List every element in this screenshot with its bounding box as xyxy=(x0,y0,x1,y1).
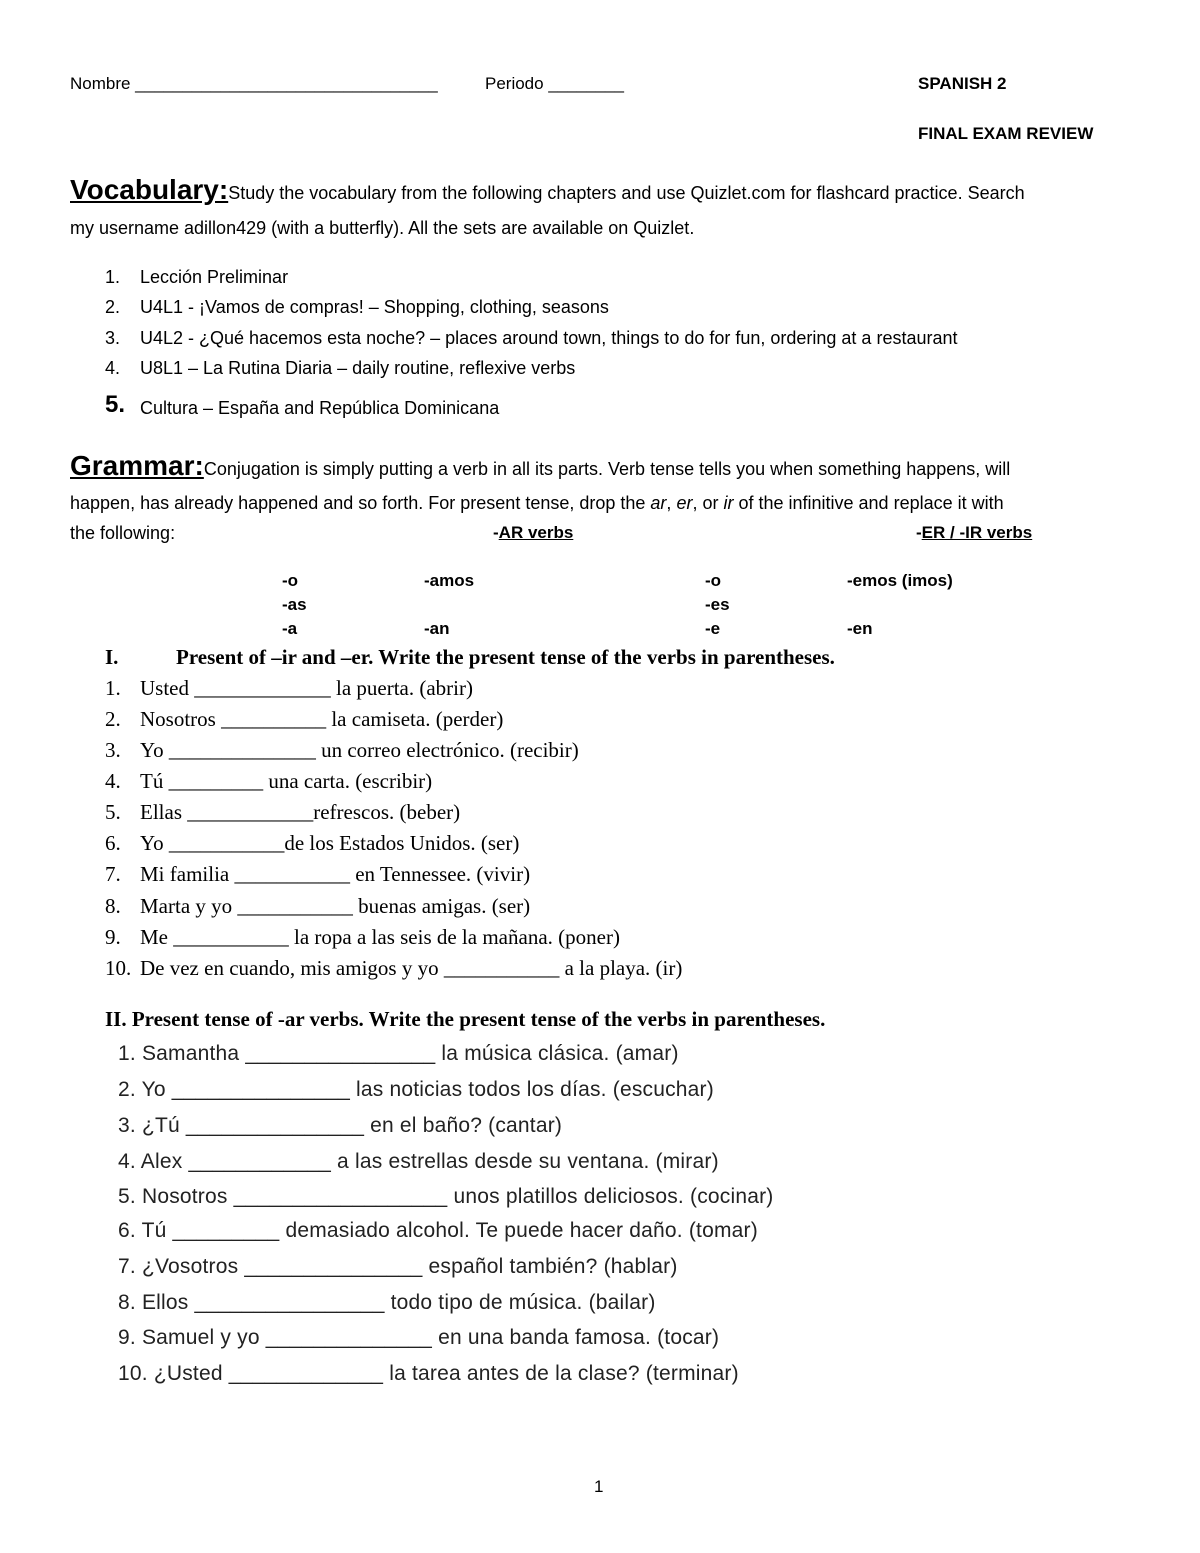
grammar-intro-line3: the following: xyxy=(70,523,176,543)
exercise2-item: 1. Samantha ________________ la música clásica. (amar) xyxy=(118,1042,679,1065)
exercise1-item: 1. Usted _____________ la puerta. (abrir) xyxy=(105,676,473,700)
vocab-list-item: 3. U4L2 - ¿Qué hacemos esta noche? – places around town, things to do for fun, ordering at a restaurant xyxy=(105,328,958,348)
exercise1-item: 5. Ellas ____________refrescos. (beber) xyxy=(105,800,461,824)
vocab-list-item: 2. U4L1 - ¡Vamos de compras! – Shopping, clothing, seasons xyxy=(105,297,609,317)
vocabulary-heading: Vocabulary: xyxy=(70,174,229,205)
ending-er-yo: -o xyxy=(705,571,722,590)
exercise1-item: 8. Marta y yo ___________ buenas amigas. (ser) xyxy=(105,894,531,918)
exercise2-item: 6. Tú _________ demasiado alcohol. Te puede hacer daño. (tomar) xyxy=(118,1219,758,1242)
ending-ar-ellos: -an xyxy=(424,619,450,638)
exercise2-item: 8. Ellos ________________ todo tipo de música. (bailar) xyxy=(118,1291,656,1314)
exercise1-item: 10. De vez en cuando, mis amigos y yo ___________ a la playa. (ir) xyxy=(105,956,683,980)
exercise1-item: 2. Nosotros __________ la camiseta. (perder) xyxy=(105,707,504,731)
ending-er-ellos: -en xyxy=(847,619,873,638)
exercise2-item: 3. ¿Tú _______________ en el baño? (cantar) xyxy=(118,1114,563,1137)
exam-subtitle: FINAL EXAM REVIEW xyxy=(918,124,1094,143)
ending-ar-nosotros: -amos xyxy=(424,571,475,590)
ending-ar-yo: -o xyxy=(282,571,299,590)
vocabulary-intro-line1: Study the vocabulary from the following chapters and use Quizlet.com for flashcard practice. Search xyxy=(228,183,1025,203)
exercise1-item: 3. Yo ______________ un correo electrónico. (recibir) xyxy=(105,738,579,762)
section1-roman: I. xyxy=(105,645,119,669)
ending-er-nosotros: -emos (imos) xyxy=(847,571,953,590)
ar-verbs-header: -AR verbs xyxy=(493,523,574,542)
exercise2-item: 5. Nosotros __________________ unos platillos deliciosos. (cocinar) xyxy=(118,1185,774,1208)
grammar-intro-line2: happen, has already happened and so forth. For present tense, drop the ar, er, or ir of the infinitive and replace it with xyxy=(70,493,1004,513)
exercise1-item: 9. Me ___________ la ropa a las seis de la mañana. (poner) xyxy=(105,925,620,949)
ending-er-tu: -es xyxy=(705,595,730,614)
vocab-list-item: 4. U8L1 – La Rutina Diaria – daily routine, reflexive verbs xyxy=(105,358,576,378)
exercise2-item: 9. Samuel y yo ______________ en una banda famosa. (tocar) xyxy=(118,1326,720,1349)
exercise2-item: 10. ¿Usted _____________ la tarea antes de la clase? (terminar) xyxy=(118,1362,739,1385)
ending-ar-tu: -as xyxy=(282,595,307,614)
vocabulary-section xyxy=(70,174,1025,209)
grammar-heading: Grammar: xyxy=(70,450,204,481)
exercise2-item: 4. Alex ____________ a las estrellas desde su ventana. (mirar) xyxy=(118,1150,719,1173)
grammar-intro-line1: Conjugation is simply putting a verb in all its parts. Verb tense tells you when something happens, will xyxy=(203,459,1011,479)
section2-title: II. Present tense of -ar verbs. Write the present tense of the verbs in parentheses. xyxy=(105,1007,826,1031)
exercise1-item: 7. Mi familia ___________ en Tennessee. (vivir) xyxy=(105,862,531,886)
ending-ar-el: -a xyxy=(282,619,298,638)
exercise1-item: 4. Tú _________ una carta. (escribir) xyxy=(105,769,433,793)
vocab-list-item: 1. Lección Preliminar xyxy=(105,267,289,287)
exercise2-item: 2. Yo _______________ las noticias todos los días. (escuchar) xyxy=(118,1078,714,1101)
grammar-section xyxy=(70,450,1010,485)
ending-er-el: -e xyxy=(705,619,721,638)
name-field-label: Nombre ________________________________ xyxy=(70,74,438,93)
section1-title: Present of –ir and –er. Write the present tense of the verbs in parentheses. xyxy=(176,645,835,669)
er-ir-verbs-header: -ER / -IR verbs xyxy=(916,523,1033,542)
vocab-list-item: 5. Cultura – España and República Dominicana xyxy=(105,391,500,418)
period-field-label: Periodo ________ xyxy=(485,74,624,93)
exercise2-item: 7. ¿Vosotros _______________ español también? (hablar) xyxy=(118,1255,678,1278)
page-number: 1 xyxy=(594,1477,604,1496)
vocabulary-intro-line2: my username adillon429 (with a butterfly). All the sets are available on Quizlet. xyxy=(70,218,695,238)
course-title: SPANISH 2 xyxy=(918,74,1007,93)
exercise1-item: 6. Yo ___________de los Estados Unidos. (ser) xyxy=(105,831,520,855)
